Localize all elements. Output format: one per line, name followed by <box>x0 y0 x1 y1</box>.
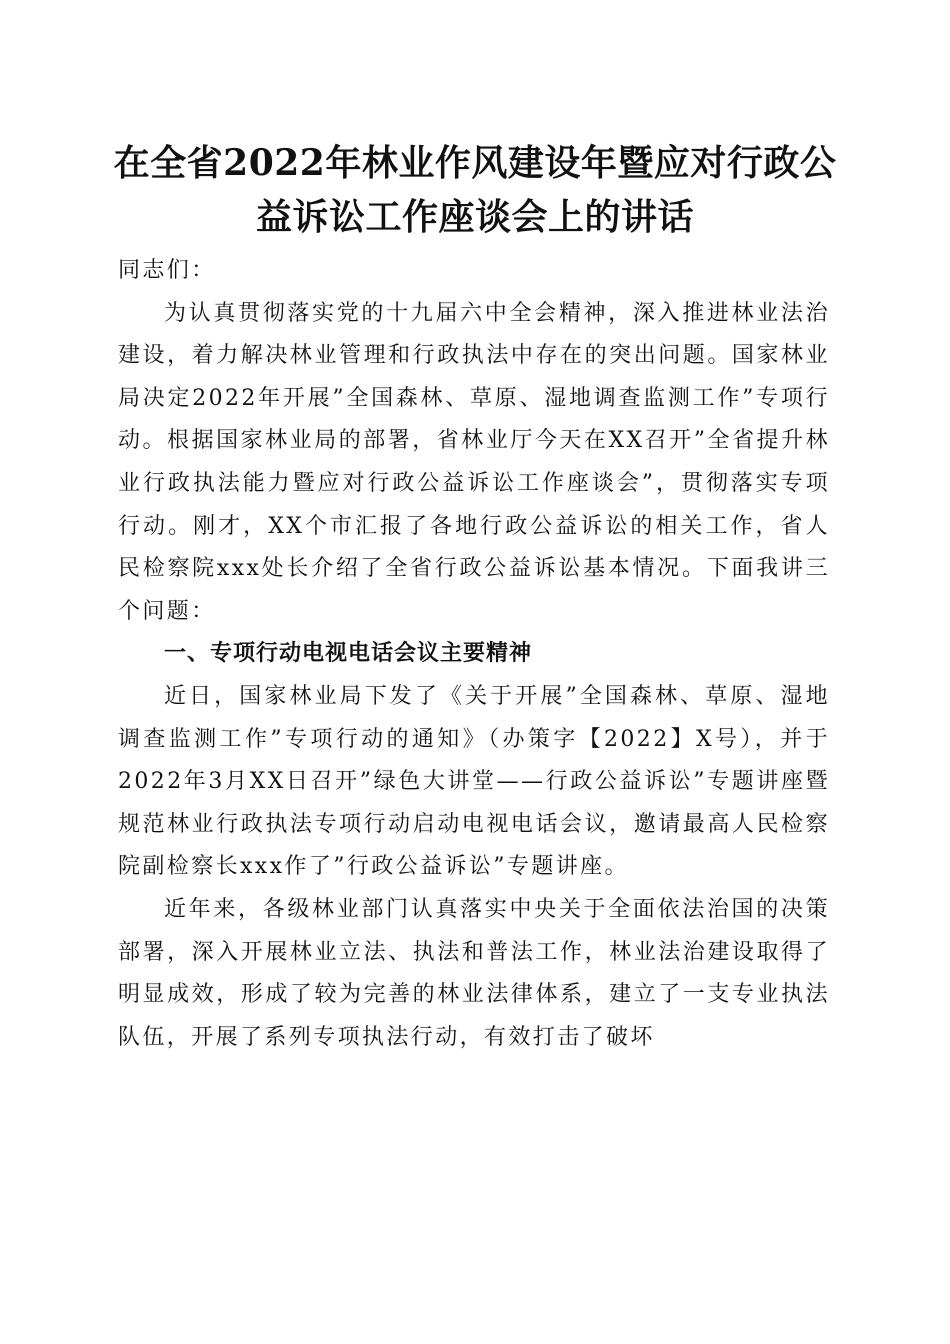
paragraph: 近日，国家林业局下发了《关于开展”全国森林、草原、湿地调查监测工作”专项行动的通知》（办策字【2022】X号），并于2022年3月XX日召开”绿色大讲堂——行政公益诉讼”专题讲座暨规范林业行政执法专项行动启动电视电话会议，邀请最高人民检察院副检察长xxx作了”行政公益诉讼”专题讲座。 <box>118 683 830 880</box>
paragraph: 为认真贯彻落实党的十九届六中全会精神，深入推进林业法治建设，着力解决林业管理和行政执法中存在的突出问题。国家林业局决定2022年开展”全国森林、草原、湿地调查监测工作”专项行动。根据国家林业局的部署，省林业厅今天在XX召开”全省提升林业行政执法能力暨应对行政公益诉讼工作座谈会”，贯彻落实专项行动。刚才，XX个市汇报了各地行政公益诉讼的相关工作，省人民检察院xxx处长介绍了全省行政公益诉讼基本情况。下面我讲三个问题： <box>118 300 830 624</box>
section-heading: 一、专项行动电视电话会议主要精神 <box>164 641 533 667</box>
document-body <box>118 250 830 1059</box>
document-title: 在全省2022年林业作风建设年暨应对行政公益诉讼工作座谈会上的讲话 <box>113 142 837 238</box>
paragraph: 近年来，各级林业部门认真落实中央关于全面依法治国的决策部署，深入开展林业立法、执法和普法工作，林业法治建设取得了明显成效，形成了较为完善的林业法律体系，建立了一支专业执法队伍，开展了系列专项执法行动，有效打击了破坏 <box>118 896 830 1050</box>
salutation: 同志们： <box>118 258 216 283</box>
